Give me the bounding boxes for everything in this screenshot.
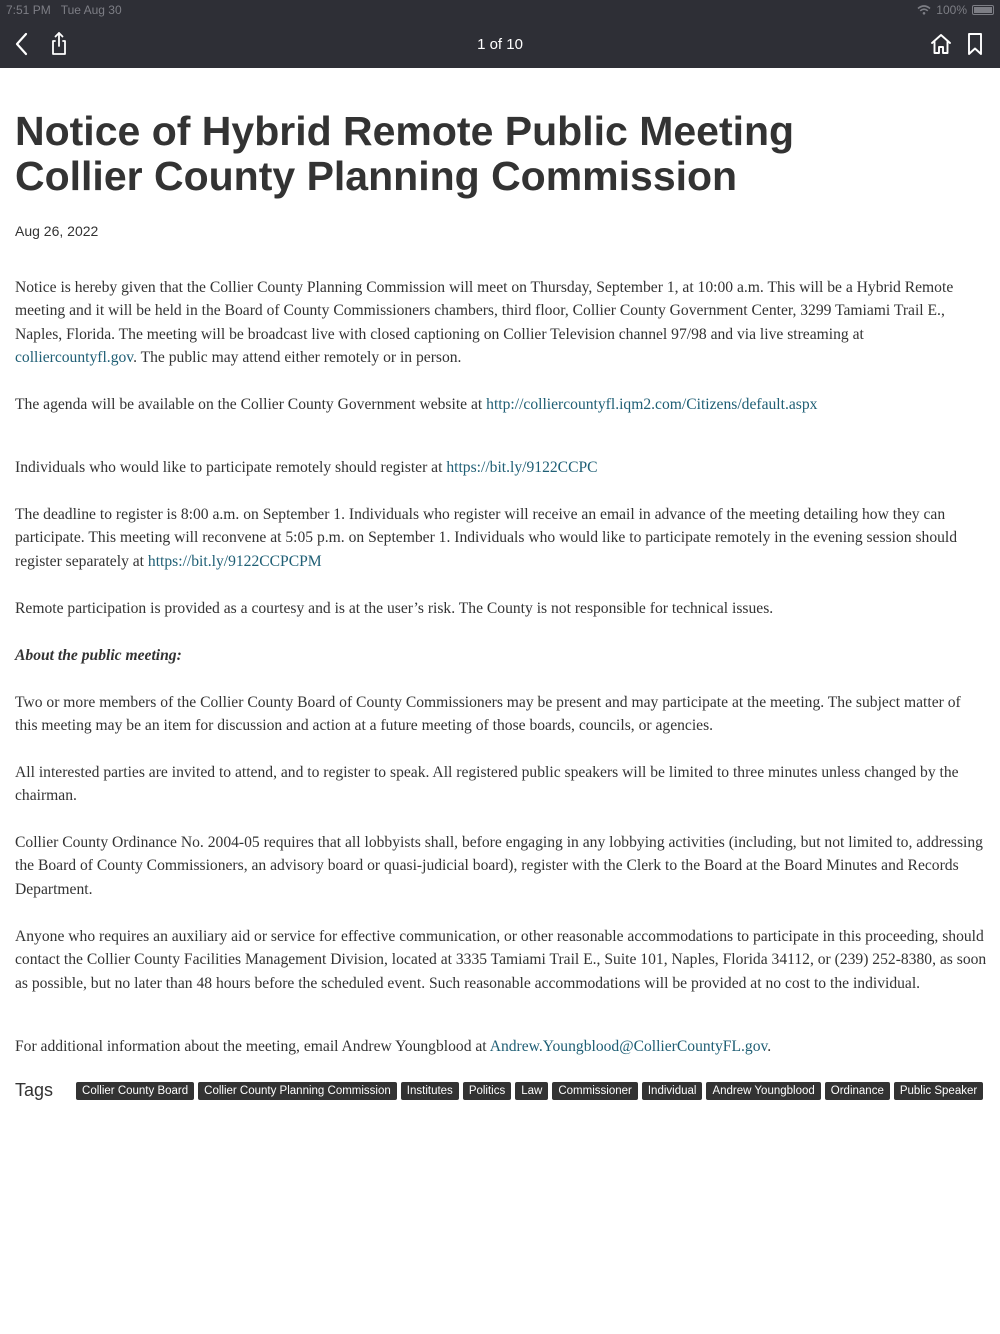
- paragraph-notice: Notice is hereby given that the Collier County Planning Commission will meet on Thursday, September 1, at 10:00 a.m. This will be a Hybrid Remote meeting and it will be held in the Board of County Commissioners chambers, third floor, Collier County Government Center, 3299 Tamiami Trail E., Naples, Florida. The meeting will be broadcast live with closed captioning on Collier Television channel 97/98 and via live streaming at colliercountyfl.gov. The public may attend either remotely or in person.: [15, 279, 954, 367]
- battery-percent: 100%: [936, 3, 967, 17]
- paragraph-register: Individuals who would like to participate remotely should register at https://bit.ly/9122CCPC: [15, 459, 598, 476]
- bookmark-icon: [965, 32, 985, 56]
- paragraph-accommodations: Anyone who requires an auxiliary aid or service for effective communication, or other reasonable accommodations to participate in this proceeding, should contact the Collier County Facilities Management Division, located at 3335 Tamiami Trail E., Suite 101, Naples, Florida 34112, or (239) 252-8380, as soon as possible, but no later than 48 hours before the scheduled event. Such reasonable accommodations will be provided at no cost to the individual.: [15, 928, 987, 992]
- agenda-link[interactable]: http://colliercountyfl.iqm2.com/Citizens/default.aspx: [486, 396, 818, 413]
- tag[interactable]: Collier County Planning Commission: [198, 1082, 397, 1100]
- page-indicator: 1 of 10: [477, 36, 523, 53]
- tags-row: [15, 1080, 987, 1101]
- tag[interactable]: Collier County Board: [76, 1082, 194, 1100]
- paragraph-speakers: All interested parties are invited to attend, and to register to speak. All registered public speakers will be limited to three minutes unless changed by the chairman.: [15, 764, 959, 805]
- tag[interactable]: Institutes: [401, 1082, 459, 1100]
- paragraph-members: Two or more members of the Collier County Board of County Commissioners may be present and may participate at the meeting. The subject matter of this meeting may be an item for discussion and action at a future meeting of those boards, councils, or agencies.: [15, 694, 961, 735]
- email-link[interactable]: Andrew.Youngblood@CollierCountyFL.gov: [489, 1038, 768, 1055]
- tag[interactable]: Politics: [463, 1082, 511, 1100]
- tags-label: Tags: [15, 1080, 54, 1100]
- bookmark-button[interactable]: [961, 30, 989, 58]
- article-date: Aug 26, 2022: [15, 223, 99, 239]
- status-right: [917, 3, 994, 17]
- paragraph-ordinance: Collier County Ordinance No. 2004-05 requires that all lobbyists shall, before engaging in any lobbying activities (including, but not limited to, addressing the Board of County Commissioners, an advisory board or quasi-judicial board), register with the Clerk to the Board at the Board Minutes and Records Department.: [15, 834, 983, 898]
- paragraph-contact: For additional information about the meeting, email Andrew Youngblood at Andrew.Youngblood@CollierCountyFL.gov.: [15, 1038, 772, 1055]
- top-bar: [0, 0, 1000, 68]
- home-icon: [929, 32, 953, 56]
- article-header: [15, 68, 987, 239]
- about-heading: About the public meeting:: [15, 647, 182, 664]
- wifi-icon: [917, 5, 931, 15]
- tag[interactable]: Andrew Youngblood: [706, 1082, 820, 1100]
- tag[interactable]: Individual: [642, 1082, 703, 1100]
- paragraph-deadline: The deadline to register is 8:00 a.m. on September 1. Individuals who register will receive an email in advance of the meeting detailing how they can participate. This meeting will reconvene at 5:05 p.m. on September 1. Individuals who would like to participate remotely in the evening session should register separately at https://bit.ly/9122CCPCPM: [15, 506, 958, 570]
- register-evening-link[interactable]: https://bit.ly/9122CCPCPM: [147, 552, 322, 570]
- battery-icon: [972, 5, 994, 15]
- tag[interactable]: Public Speaker: [894, 1082, 983, 1100]
- status-time: 7:51 PM Tue Aug 30: [6, 3, 122, 17]
- colliercountyfl-link[interactable]: colliercountyfl.gov: [15, 349, 134, 367]
- home-button[interactable]: [927, 30, 955, 58]
- tag[interactable]: Commissioner: [552, 1082, 638, 1100]
- tag[interactable]: Ordinance: [825, 1082, 890, 1100]
- paragraph-agenda: The agenda will be available on the Collier County Government website at http://colliercountyfl.iqm2.com/Citizens/default.aspx: [15, 396, 818, 413]
- register-link[interactable]: https://bit.ly/9122CCPC: [446, 459, 598, 476]
- tag[interactable]: Law: [515, 1082, 548, 1100]
- paragraph-courtesy: Remote participation is provided as a courtesy and is at the user’s risk. The County is not responsible for technical issues.: [15, 600, 774, 617]
- page-title: Notice of Hybrid Remote Public Meeting Collier County Planning Commission: [15, 108, 795, 199]
